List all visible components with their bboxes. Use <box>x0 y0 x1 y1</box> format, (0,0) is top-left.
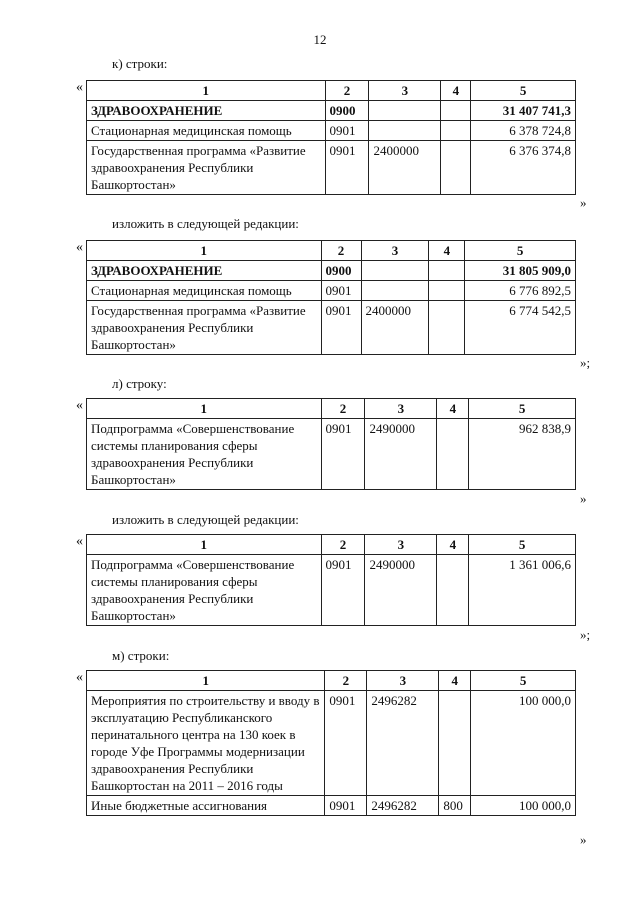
row-amount: 6 378 724,8 <box>471 121 576 141</box>
row-name: ЗДРАВООХРАНЕНИЕ <box>87 101 326 121</box>
row-target-code <box>361 281 429 301</box>
row-amount: 31 407 741,3 <box>471 101 576 121</box>
header-cell: 1 <box>87 81 326 101</box>
section-heading: л) строку: <box>112 376 167 391</box>
header-cell: 1 <box>87 399 322 419</box>
row-amount: 100 000,0 <box>471 796 576 816</box>
close-quote: »; <box>580 355 591 370</box>
table-row <box>87 796 576 816</box>
budget-table <box>86 398 576 490</box>
row-section-code: 0901 <box>321 301 361 355</box>
row-expense-type <box>441 101 471 121</box>
header-cell: 2 <box>325 671 367 691</box>
row-expense-type <box>437 419 469 490</box>
budget-table <box>86 240 576 355</box>
row-section-code: 0901 <box>321 419 365 490</box>
close-quote: » <box>580 195 587 210</box>
open-quote: « <box>76 534 83 549</box>
row-amount: 6 376 374,8 <box>471 141 576 195</box>
row-target-code: 2400000 <box>361 301 429 355</box>
row-target-code: 2490000 <box>365 555 437 626</box>
table-row <box>87 121 576 141</box>
close-quote: » <box>580 832 587 847</box>
header-cell: 2 <box>325 81 369 101</box>
open-quote: « <box>76 80 83 95</box>
row-section-code: 0901 <box>321 281 361 301</box>
row-target-code: 2496282 <box>367 796 439 816</box>
table-header-row <box>87 671 576 691</box>
header-cell: 3 <box>365 535 437 555</box>
row-target-code: 2490000 <box>365 419 437 490</box>
budget-table <box>86 80 576 195</box>
section-heading: к) строки: <box>112 56 168 71</box>
table-row <box>87 261 576 281</box>
table-row <box>87 555 576 626</box>
table-row <box>87 301 576 355</box>
section-heading: изложить в следующей редакции: <box>112 512 299 527</box>
header-cell: 1 <box>87 241 322 261</box>
header-cell: 3 <box>369 81 441 101</box>
header-cell: 5 <box>471 671 576 691</box>
row-target-code: 2400000 <box>369 141 441 195</box>
header-cell: 2 <box>321 535 365 555</box>
open-quote: « <box>76 670 83 685</box>
header-cell: 3 <box>361 241 429 261</box>
row-expense-type <box>429 301 465 355</box>
table-row <box>87 101 576 121</box>
header-cell: 5 <box>469 399 576 419</box>
row-name: Государственная программа «Развитие здравоохранения Республики Башкортостан» <box>87 141 326 195</box>
row-amount: 1 361 006,6 <box>469 555 576 626</box>
open-quote: « <box>76 240 83 255</box>
header-cell: 5 <box>471 81 576 101</box>
row-name: Государственная программа «Развитие здравоохранения Республики Башкортостан» <box>87 301 322 355</box>
row-expense-type <box>441 121 471 141</box>
row-expense-type <box>441 141 471 195</box>
header-cell: 1 <box>87 671 325 691</box>
row-expense-type <box>429 261 465 281</box>
row-name: Подпрограмма «Совершенствование системы планирования сферы здравоохранения Республики Башкортостан» <box>87 419 322 490</box>
row-amount: 100 000,0 <box>471 691 576 796</box>
row-target-code <box>361 261 429 281</box>
row-section-code: 0901 <box>325 141 369 195</box>
row-name: ЗДРАВООХРАНЕНИЕ <box>87 261 322 281</box>
header-cell: 3 <box>365 399 437 419</box>
close-quote: » <box>580 491 587 506</box>
table-header-row <box>87 81 576 101</box>
header-cell: 2 <box>321 399 365 419</box>
row-name: Стационарная медицинская помощь <box>87 281 322 301</box>
table-row <box>87 691 576 796</box>
row-name: Иные бюджетные ассигнования <box>87 796 325 816</box>
header-cell: 4 <box>441 81 471 101</box>
budget-table <box>86 534 576 626</box>
header-cell: 3 <box>367 671 439 691</box>
row-name: Стационарная медицинская помощь <box>87 121 326 141</box>
budget-table <box>86 670 576 816</box>
row-section-code: 0900 <box>325 101 369 121</box>
row-amount: 6 774 542,5 <box>465 301 576 355</box>
table-row <box>87 281 576 301</box>
row-amount: 962 838,9 <box>469 419 576 490</box>
row-expense-type <box>437 555 469 626</box>
open-quote: « <box>76 398 83 413</box>
row-section-code: 0901 <box>321 555 365 626</box>
header-cell: 2 <box>321 241 361 261</box>
row-amount: 6 776 892,5 <box>465 281 576 301</box>
page-number: 12 <box>313 32 327 47</box>
row-target-code: 2496282 <box>367 691 439 796</box>
header-cell: 4 <box>437 535 469 555</box>
table-row <box>87 419 576 490</box>
table-header-row <box>87 241 576 261</box>
row-target-code <box>369 101 441 121</box>
row-section-code: 0901 <box>325 121 369 141</box>
header-cell: 4 <box>439 671 471 691</box>
close-quote: »; <box>580 627 591 642</box>
header-cell: 4 <box>429 241 465 261</box>
row-name: Подпрограмма «Совершенствование системы планирования сферы здравоохранения Республики Башкортостан» <box>87 555 322 626</box>
header-cell: 1 <box>87 535 322 555</box>
table-row <box>87 141 576 195</box>
row-expense-type: 800 <box>439 796 471 816</box>
table-header-row <box>87 399 576 419</box>
section-heading: м) строки: <box>112 648 170 663</box>
table-header-row <box>87 535 576 555</box>
row-name: Мероприятия по строительству и вводу в эксплуатацию Республиканского перинатального центра на 130 коек в городе Уфе Программы модернизации здравоохранения Республики Башкортостан на 2011 – 2016 годы <box>87 691 325 796</box>
section-heading: изложить в следующей редакции: <box>112 216 299 231</box>
row-expense-type <box>439 691 471 796</box>
row-target-code <box>369 121 441 141</box>
header-cell: 5 <box>469 535 576 555</box>
row-amount: 31 805 909,0 <box>465 261 576 281</box>
header-cell: 4 <box>437 399 469 419</box>
row-section-code: 0900 <box>321 261 361 281</box>
header-cell: 5 <box>465 241 576 261</box>
row-section-code: 0901 <box>325 796 367 816</box>
row-section-code: 0901 <box>325 691 367 796</box>
row-expense-type <box>429 281 465 301</box>
